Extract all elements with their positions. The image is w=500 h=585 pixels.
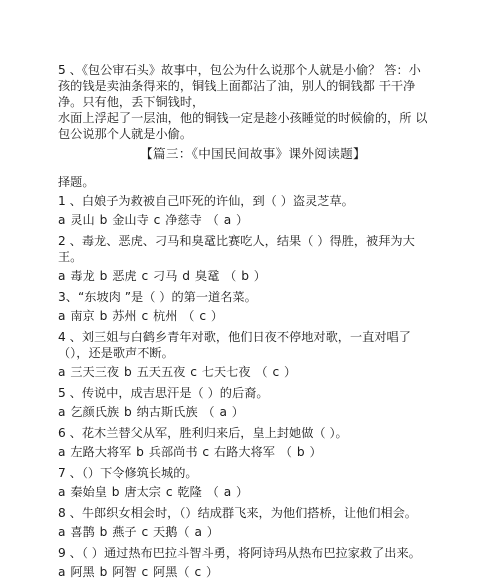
question-text: 5 、传说中，成吉思汗是（ ）的后裔。 <box>58 386 269 400</box>
question-9 <box>58 545 448 561</box>
text-line: 水面上浮起了一层油，他的铜钱一定是趁小孩睡觉的时候偷的，所 以 <box>58 111 428 125</box>
question-4 <box>58 329 448 361</box>
question-text: 3、“东坡肉 ”是（ ）的第一道名菜。 <box>58 290 257 304</box>
question-text: 6 、花木兰替父从军，胜利归来后，皇上封她做（ ）。 <box>58 426 348 440</box>
question-8-options: a 喜鹊 b 燕子 c 天鹅（ a ） <box>58 525 219 539</box>
question-text: 9 、（ ）通过热布巴拉斗智斗勇，将阿诗玛从热布巴拉家救了出来。 <box>58 546 421 560</box>
question-3 <box>58 289 448 305</box>
text-line: 包公说那个人就是小偷。 <box>58 127 193 141</box>
section-label: 择题。 <box>58 175 95 189</box>
text-line: 净。只有他，丢下铜钱时， <box>58 95 205 109</box>
text-line: 5 、《包公审石头》故事中，包公为什么说那个人就是小偷？ 答：小 <box>58 63 421 77</box>
question-9-options: a 阿黑 b 阿智 c 阿黑（ c ） <box>58 565 219 579</box>
question-8 <box>58 505 448 521</box>
question-2 <box>58 233 448 265</box>
question-text: 2 、毒龙、恶虎、刁马和臭鼋比赛吃人，结果（ ）得胜，被拜为大 <box>58 234 415 248</box>
question-7-options: a 秦始皇 b 唐太宗 c 乾隆 （ a ） <box>58 485 249 499</box>
question-text: 7 、（）下令修筑长城的。 <box>58 466 198 480</box>
section-heading: 【篇三：《中国民间故事》课外阅读题】 <box>140 146 366 161</box>
intro-answer-paragraph <box>58 62 448 142</box>
question-text: 1 、白娘子为救被自己吓死的许仙，到（ ）盗灵芝草。 <box>58 194 354 208</box>
question-5-options: a 乞颜氏族 b 纳古斯氏族 （ a ） <box>58 405 244 419</box>
question-text: 王。 <box>58 250 83 264</box>
question-text: 8 、牛郎织女相会时，（）结成群飞来，为他们搭桥，让他们相会。 <box>58 506 417 520</box>
question-3-options: a 南京 b 苏州 c 杭州 （ c ） <box>58 309 224 323</box>
question-7 <box>58 465 448 481</box>
question-4-options: a 三天三夜 b 五天五夜 c 七天七夜 （ c ） <box>58 365 297 379</box>
question-1 <box>58 193 448 209</box>
document-page <box>58 62 448 585</box>
question-2-options: a 毒龙 b 恶虎 c 刁马 d 臭鼋 （ b ） <box>58 269 266 283</box>
question-text: （），还是歌声不断。 <box>58 346 174 360</box>
question-1-options: a 灵山 b 金山寺 c 净慈寺 （ a ） <box>58 213 249 227</box>
question-5 <box>58 385 448 401</box>
question-6 <box>58 425 448 441</box>
text-line: 孩的钱是卖油条得来的，铜钱上面都沾了油，别人的铜钱都 干干净 <box>58 79 416 93</box>
question-text: 4 、刘三姐与白鹤乡青年对歌，他们日夜不停地对歌，一直对唱了 <box>58 330 411 344</box>
question-6-options: a 左路大将军 b 兵部尚书 c 右路大将军 （ b ） <box>58 445 322 459</box>
